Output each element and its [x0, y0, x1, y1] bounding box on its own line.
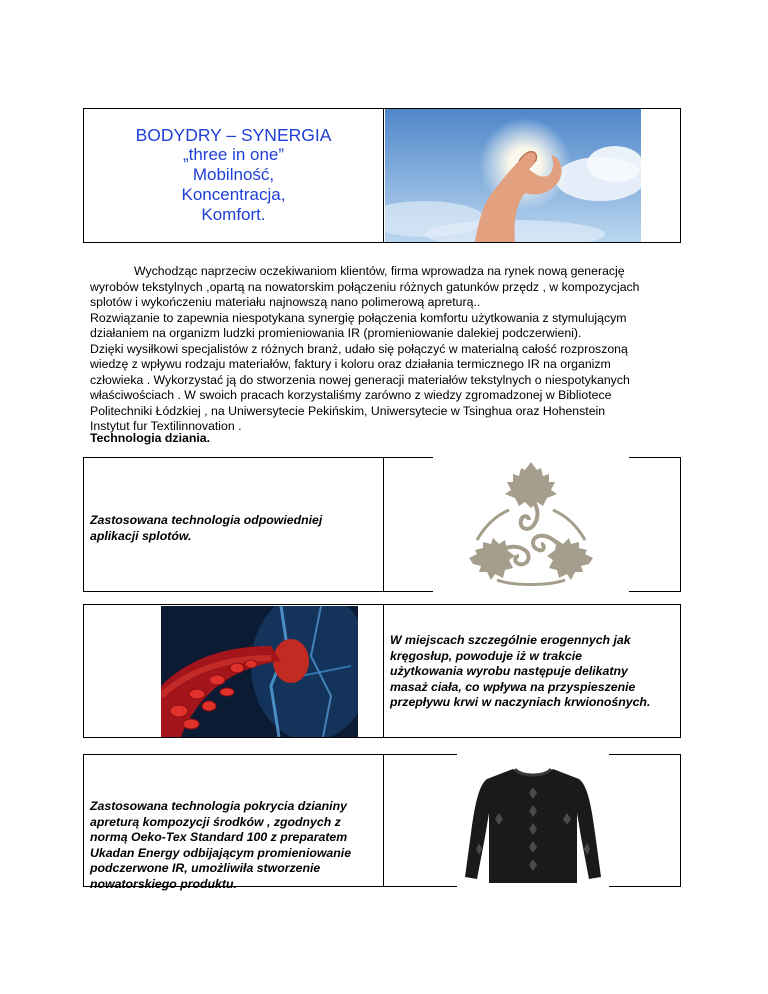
section-heading: Technologia dziania. [90, 431, 211, 445]
caption-line: normą Oeko-Tex Standard 100 z preparatem [90, 830, 348, 844]
caption-line: Ukadan Energy odbijającym promieniowanie [90, 845, 352, 860]
feature-row-weave [83, 457, 681, 592]
caption-line: aplikacji splotów. [90, 528, 192, 543]
caption-line: Zastosowana technologia odpowiedniej [90, 513, 323, 527]
title-line: Koncentracja, [181, 185, 286, 204]
caption-line: nowatorskiego produktu. [90, 876, 237, 891]
intro-paragraph [90, 264, 680, 435]
blood-vessel-heart-image [161, 606, 358, 737]
title-line: BODYDRY – SYNERGIA [135, 125, 332, 145]
intro-line: Politechniki Łódzkiej , na Uniwersytecie Pekińskim, Uniwersytecie w Tsinghua oraz Hohenstein [90, 403, 606, 418]
intro-line: Instytut fur Textilinnovation . [90, 419, 242, 433]
feature-caption [90, 799, 380, 892]
intro-line: Dzięki wysiłkowi specjalistów z różnych branż, udało się połączyć w materialną całość rozproszoną [90, 341, 628, 356]
feature-row-coating [83, 754, 681, 891]
caption-line: podczerwone IR, umożliwiła stworzenie [90, 861, 321, 875]
caption-line: masaż ciała, co wpływa na przyspieszenie [390, 679, 636, 694]
intro-line: działaniem na organizm ludzki promieniowania IR (promieniowanie dalekiej podczerwieni). [90, 326, 582, 340]
header-table [83, 108, 681, 243]
table-divider [383, 109, 384, 242]
intro-line: Wychodząc naprzeciw oczekiwaniom klientów, firma wprowadza na rynek nową generację [134, 264, 625, 278]
product-title [84, 125, 383, 225]
hand-holding-sun-image [385, 109, 641, 242]
black-thermal-shirt-image [457, 753, 609, 888]
intro-line: wiedzę z wpływu rodzaju materiałów, faktury i koloru oraz działania termicznego IR na organizm [90, 357, 611, 371]
caption-line: użytkowania wyrobu następuje delikatny [390, 664, 628, 678]
caption-line: W miejscach szczególnie erogennych jak [390, 633, 631, 647]
intro-line: splotów i wykończeniu materiału najnowszą nano polimerową apreturą.. [90, 295, 481, 309]
feature-caption [90, 513, 380, 544]
weave-triskelion-emblem-image [433, 456, 629, 592]
table-divider [383, 458, 384, 591]
title-line: „three in one” [182, 145, 285, 164]
table-divider [383, 605, 384, 737]
caption-line: Zastosowana technologia pokrycia dzianiny [90, 799, 347, 813]
intro-line: człowieka . Wykorzystać ją do stworzenia nowej generacji materiałów tekstylnych o niespotykanych [90, 372, 630, 387]
title-line: Mobilność, [192, 165, 275, 184]
caption-line: kręgosłup, powoduje iż w trakcie [390, 648, 583, 663]
table-divider [383, 755, 384, 886]
intro-line: właściwościach . W swoich pracach korzystaliśmy zarówno z wiedzy zgromadzonej w Bibliotece [90, 388, 612, 402]
caption-line: przepływu krwi w naczyniach krwionośnych. [390, 695, 651, 709]
intro-line: wyrobów tekstylnych ,opartą na nowatorskim połączeniu różnych gatunków przędz , w kompozycjach [90, 279, 640, 294]
caption-line: apreturą kompozycji środków , zgodnych z [90, 814, 341, 829]
feature-caption [390, 633, 680, 711]
title-line: Komfort. [201, 205, 266, 224]
feature-row-massage [83, 604, 681, 738]
intro-line: Rozwiązanie to zapewnia niespotykana synergię połączenia komfortu użytkowania z stymulującym [90, 310, 627, 325]
